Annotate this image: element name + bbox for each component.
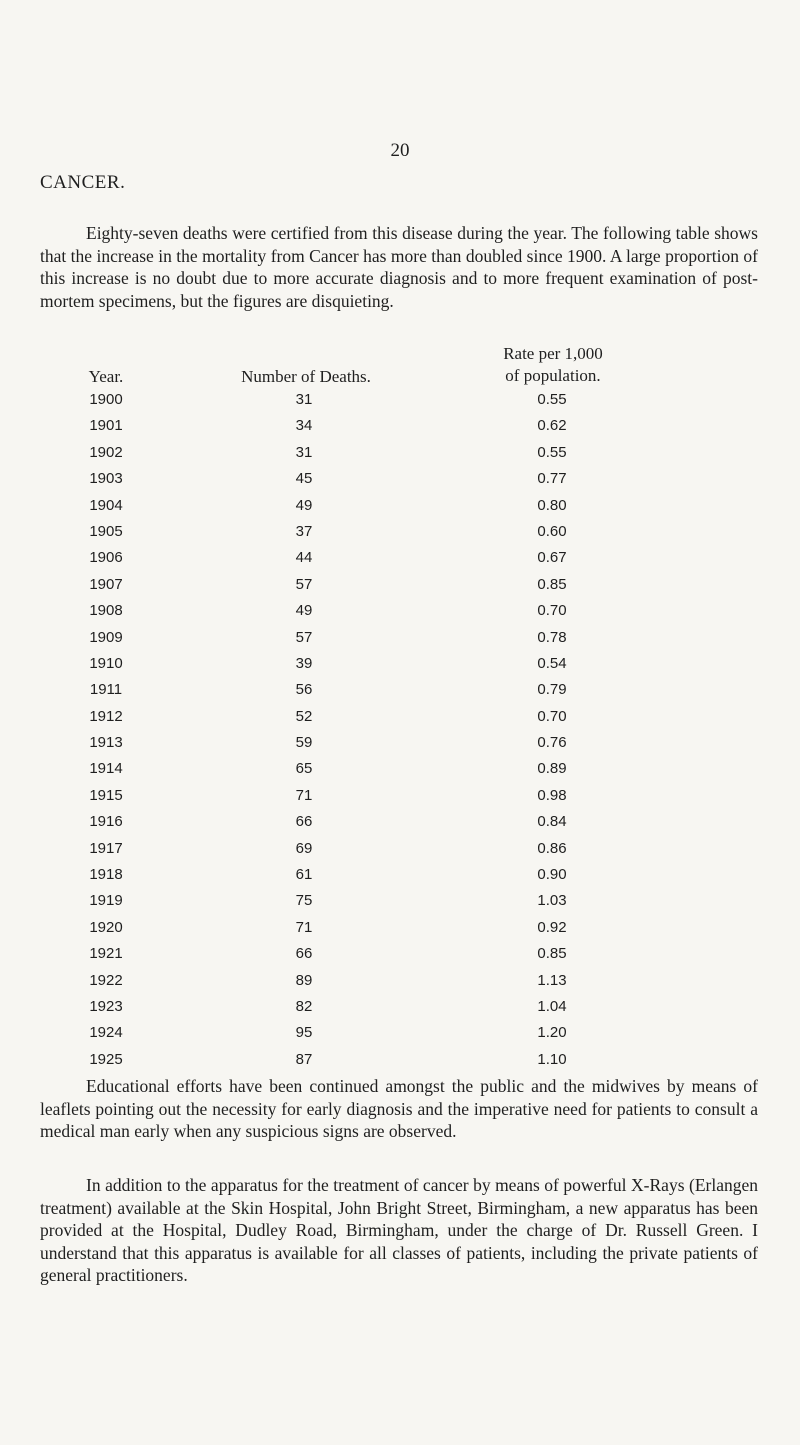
table-row	[40, 941, 758, 967]
cell-deaths: 69	[295, 839, 313, 857]
cell-year: 1908	[89, 602, 123, 620]
header-year: Year.	[88, 367, 124, 386]
cell-year: 1925	[89, 1050, 123, 1068]
table-header	[40, 343, 758, 387]
table-row	[40, 387, 758, 413]
cell-rate: 0.78	[537, 628, 567, 646]
cell-year: 1911	[89, 681, 123, 699]
cell-deaths: 59	[295, 734, 313, 752]
table-body	[40, 387, 758, 1073]
table-row	[40, 1047, 758, 1073]
cell-year: 1909	[89, 628, 123, 646]
cell-year: 1902	[89, 443, 123, 461]
cell-year: 1922	[89, 971, 123, 989]
cell-year: 1919	[89, 892, 123, 910]
cell-year: 1907	[89, 575, 123, 593]
cell-rate: 0.85	[537, 575, 567, 593]
table-row	[40, 888, 758, 914]
table-row	[40, 809, 758, 835]
education-paragraph: Educational efforts have been continued amongst the public and the midwives by means of leaflets pointing out the necessity for early diagnosis and the imperative need for patients to consult a medical man early when any suspicious signs are observed.	[40, 1076, 758, 1142]
cell-deaths: 71	[295, 786, 313, 804]
table-row	[40, 704, 758, 730]
cell-rate: 0.89	[537, 760, 567, 778]
cell-rate: 0.77	[537, 470, 567, 488]
cell-rate: 0.70	[537, 707, 567, 725]
cell-rate: 0.55	[537, 391, 567, 408]
page-number: 20	[390, 140, 410, 161]
cell-year: 1914	[89, 760, 123, 778]
cell-deaths: 49	[295, 496, 313, 514]
cell-rate: 1.13	[537, 971, 567, 989]
cell-deaths: 95	[295, 1024, 313, 1042]
cell-deaths: 39	[295, 654, 313, 672]
cell-deaths: 49	[295, 602, 313, 620]
cell-rate: 1.20	[537, 1024, 567, 1042]
table-row	[40, 915, 758, 941]
cell-deaths: 66	[295, 945, 313, 963]
cell-rate: 0.79	[537, 681, 567, 699]
table-row	[40, 572, 758, 598]
cell-deaths: 31	[295, 443, 313, 461]
cell-rate: 0.84	[537, 813, 567, 831]
cell-year: 1916	[89, 813, 123, 831]
cell-deaths: 57	[295, 628, 313, 646]
cell-year: 1923	[89, 997, 123, 1015]
cell-deaths: 71	[295, 918, 313, 936]
table-row	[40, 1020, 758, 1046]
cell-deaths: 37	[295, 522, 313, 540]
cell-year: 1910	[89, 654, 123, 672]
cell-deaths: 89	[295, 971, 313, 989]
cell-deaths: 45	[295, 470, 313, 488]
cell-year: 1904	[89, 496, 123, 514]
cell-deaths: 34	[295, 417, 313, 435]
cell-year: 1915	[89, 786, 123, 804]
cell-rate: 0.90	[537, 866, 567, 884]
table-row	[40, 625, 758, 651]
cell-year: 1921	[89, 945, 123, 963]
table-row	[40, 994, 758, 1020]
table-row	[40, 730, 758, 756]
cell-deaths: 82	[295, 997, 313, 1015]
cell-rate: 0.60	[537, 522, 567, 540]
table-row	[40, 783, 758, 809]
cell-rate: 1.10	[537, 1050, 567, 1068]
cell-rate: 0.92	[537, 918, 567, 936]
cell-year: 1924	[89, 1024, 123, 1042]
cell-deaths: 61	[295, 866, 313, 884]
table-row	[40, 440, 758, 466]
cell-rate: 0.85	[537, 945, 567, 963]
table-row	[40, 836, 758, 862]
cell-rate: 0.54	[537, 654, 567, 672]
cell-year: 1912	[89, 707, 123, 725]
section-heading: CANCER.	[40, 172, 126, 193]
header-rate-line1: Rate per 1,000	[503, 344, 603, 363]
cell-year: 1901	[89, 417, 123, 435]
cell-deaths: 87	[295, 1050, 313, 1068]
cell-rate: 0.55	[537, 443, 567, 461]
cell-deaths: 65	[295, 760, 313, 778]
cell-rate: 0.70	[537, 602, 567, 620]
cell-year: 1903	[89, 470, 123, 488]
cell-deaths: 75	[295, 892, 313, 910]
cell-deaths: 66	[295, 813, 313, 831]
cell-year: 1918	[89, 866, 123, 884]
cell-deaths: 31	[295, 391, 313, 408]
cell-deaths: 56	[295, 681, 313, 699]
cell-rate: 1.03	[537, 892, 567, 910]
table-row	[40, 756, 758, 782]
table-row	[40, 545, 758, 571]
header-rate	[453, 343, 653, 387]
cell-year: 1920	[89, 918, 123, 936]
mortality-table	[40, 343, 758, 1073]
cell-rate: 0.98	[537, 786, 567, 804]
cell-year: 1905	[89, 522, 123, 540]
table-row	[40, 598, 758, 624]
table-row	[40, 862, 758, 888]
cell-deaths: 52	[295, 707, 313, 725]
cell-deaths: 57	[295, 575, 313, 593]
cell-rate: 0.67	[537, 549, 567, 567]
table-row	[40, 519, 758, 545]
cell-rate: 0.76	[537, 734, 567, 752]
table-row	[40, 677, 758, 703]
cell-rate: 0.86	[537, 839, 567, 857]
cell-year: 1906	[89, 549, 123, 567]
header-rate-line2: of population.	[505, 366, 601, 385]
cell-rate: 0.62	[537, 417, 567, 435]
cell-rate: 1.04	[537, 997, 567, 1015]
cell-rate: 0.80	[537, 496, 567, 514]
cell-year: 1913	[89, 734, 123, 752]
table-row	[40, 413, 758, 439]
header-deaths: Number of Deaths.	[241, 367, 371, 386]
table-row	[40, 493, 758, 519]
intro-paragraph: Eighty-seven deaths were certified from this disease during the year. The following table shows that the increase in the mortality from Cancer has more than doubled since 1900. A large proportion of this increase is no doubt due to more accurate diagnosis and to more frequent examination of post-mortem specimens, but the figures are disquieting.	[40, 223, 758, 311]
apparatus-paragraph: In addition to the apparatus for the treatment of cancer by means of powerful X-Rays (Erlangen treatment) available at the Skin Hospital, John Bright Street, Birmingham, a new apparatus has been provided at the Hospital, Dudley Road, Birmingham, under the charge of Dr. Russell Green. I understand that this apparatus is available for all classes of patients, including the private patients of general practitioners.	[40, 1175, 758, 1286]
table-row	[40, 466, 758, 492]
cell-deaths: 44	[295, 549, 313, 567]
cell-year: 1917	[89, 839, 123, 857]
cell-year: 1900	[89, 391, 123, 408]
table-row	[40, 651, 758, 677]
table-row	[40, 968, 758, 994]
